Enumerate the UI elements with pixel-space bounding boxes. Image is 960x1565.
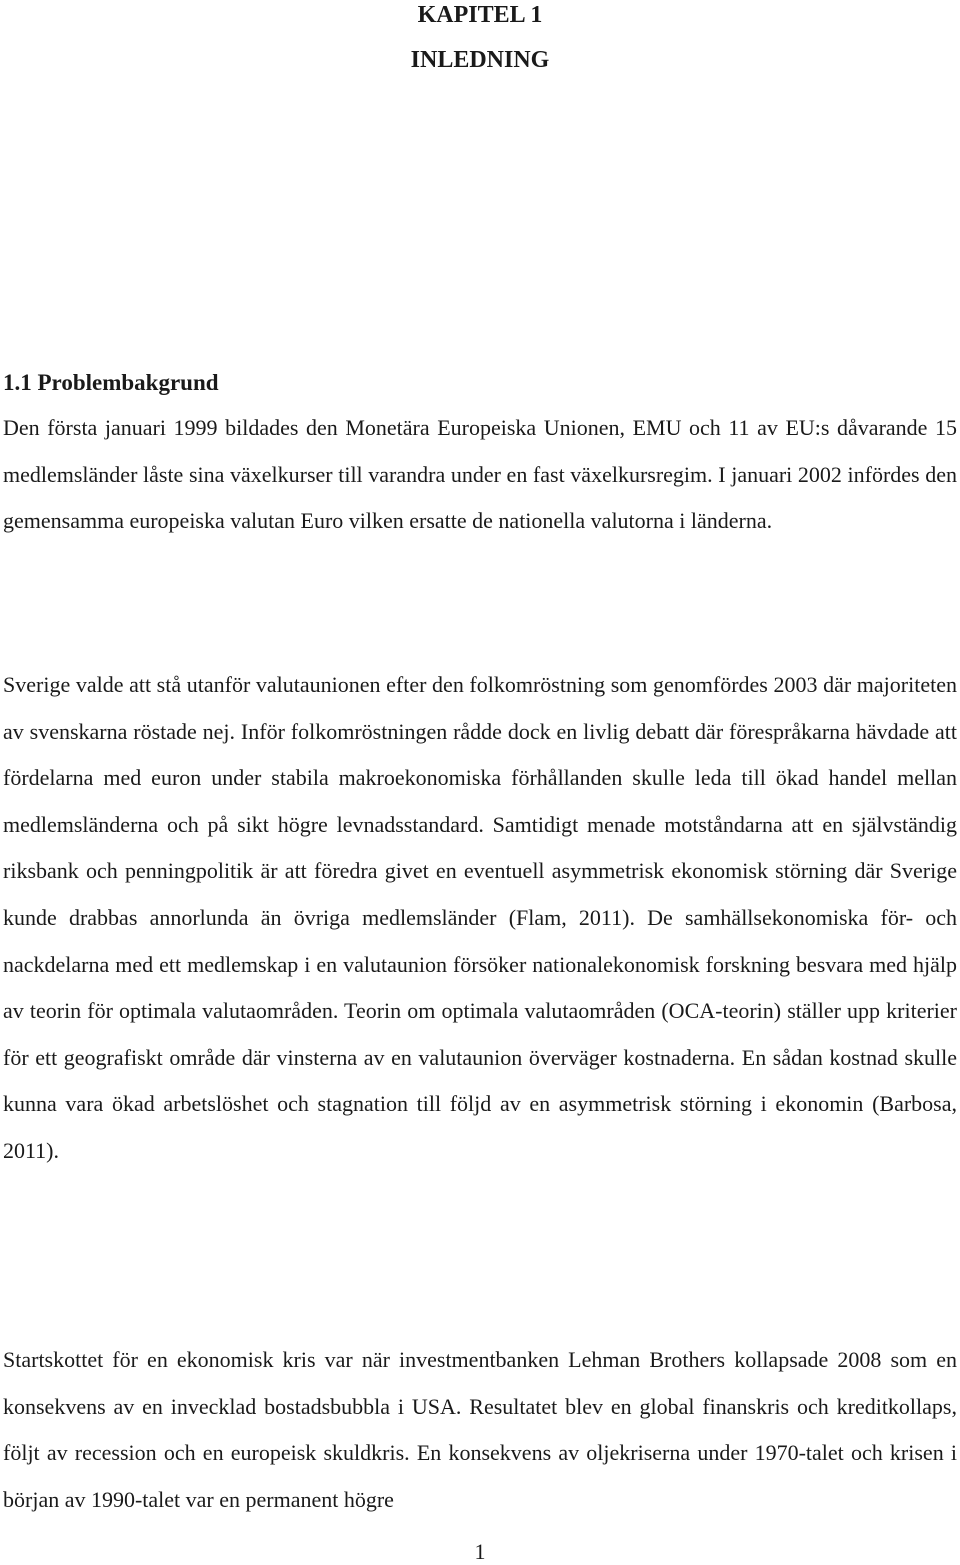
paragraph-financial-crisis: Startskottet för en ekonomisk kris var när investmentbanken Lehman Brothers kollapsade 2008 som en konsekvens av en invecklad bostadsbubbla i USA. Resultatet blev en global finanskris och kreditkollaps, följt av recession och en europeisk skuldkris. En konsekvens av oljekriserna under 1970-talet och krisen i början av 1990-talet var en permanent högre <box>3 1347 957 1512</box>
page-number: 1 <box>474 1539 486 1564</box>
paragraph-sweden-referendum: Sverige valde att stå utanför valutaunionen efter den folkomröstning som genomfördes 2003 där majoriteten av svenskarna röstade nej. Inför folkomröstningen rådde dock en livlig debatt där förespråkarna hävdade att fördelarna med euron under stabila makroekonomiska förhållanden skulle leda till ökad handel mellan medlemsländerna och på sikt högre levnadsstandard. Samtidigt menade motståndarna att en självständig riksbank och penningpolitik är att föredra givet en eventuell asymmetrisk ekonomisk störning där Sverige kunde drabbas annorlunda än övriga medlemsländer (Flam, 2011). De samhällsekonomiska för- och nackdelarna med ett medlemskap i en valutaunion försöker nationalekonomisk forskning besvara med hjälp av teorin för optimala valutaområden. Teorin om optimala valutaområden (OCA-teorin) ställer upp kriterier för ett geografiskt område där vinsterna av en valutaunion överväger kostnaderna. En sådan kostnad skulle kunna vara ökad arbetslöshet och stagnation till följd av en asymmetrisk störning i ekonomin (Barbosa, 2011). <box>3 672 957 1163</box>
section-heading: 1.1 Problembakgrund <box>3 370 219 395</box>
chapter-label: KAPITEL 1 <box>417 2 543 28</box>
paragraph-intro-emu: Den första januari 1999 bildades den Monetära Europeiska Unionen, EMU och 11 av EU:s dåvarande 15 medlemsländer låste sina växelkurser till varandra under en fast växelkursregim. I januari 2002 infördes den gemensamma europeiska valutan Euro vilken ersatte de nationella valutorna i länderna. <box>3 415 957 534</box>
chapter-title: INLEDNING <box>410 47 550 73</box>
